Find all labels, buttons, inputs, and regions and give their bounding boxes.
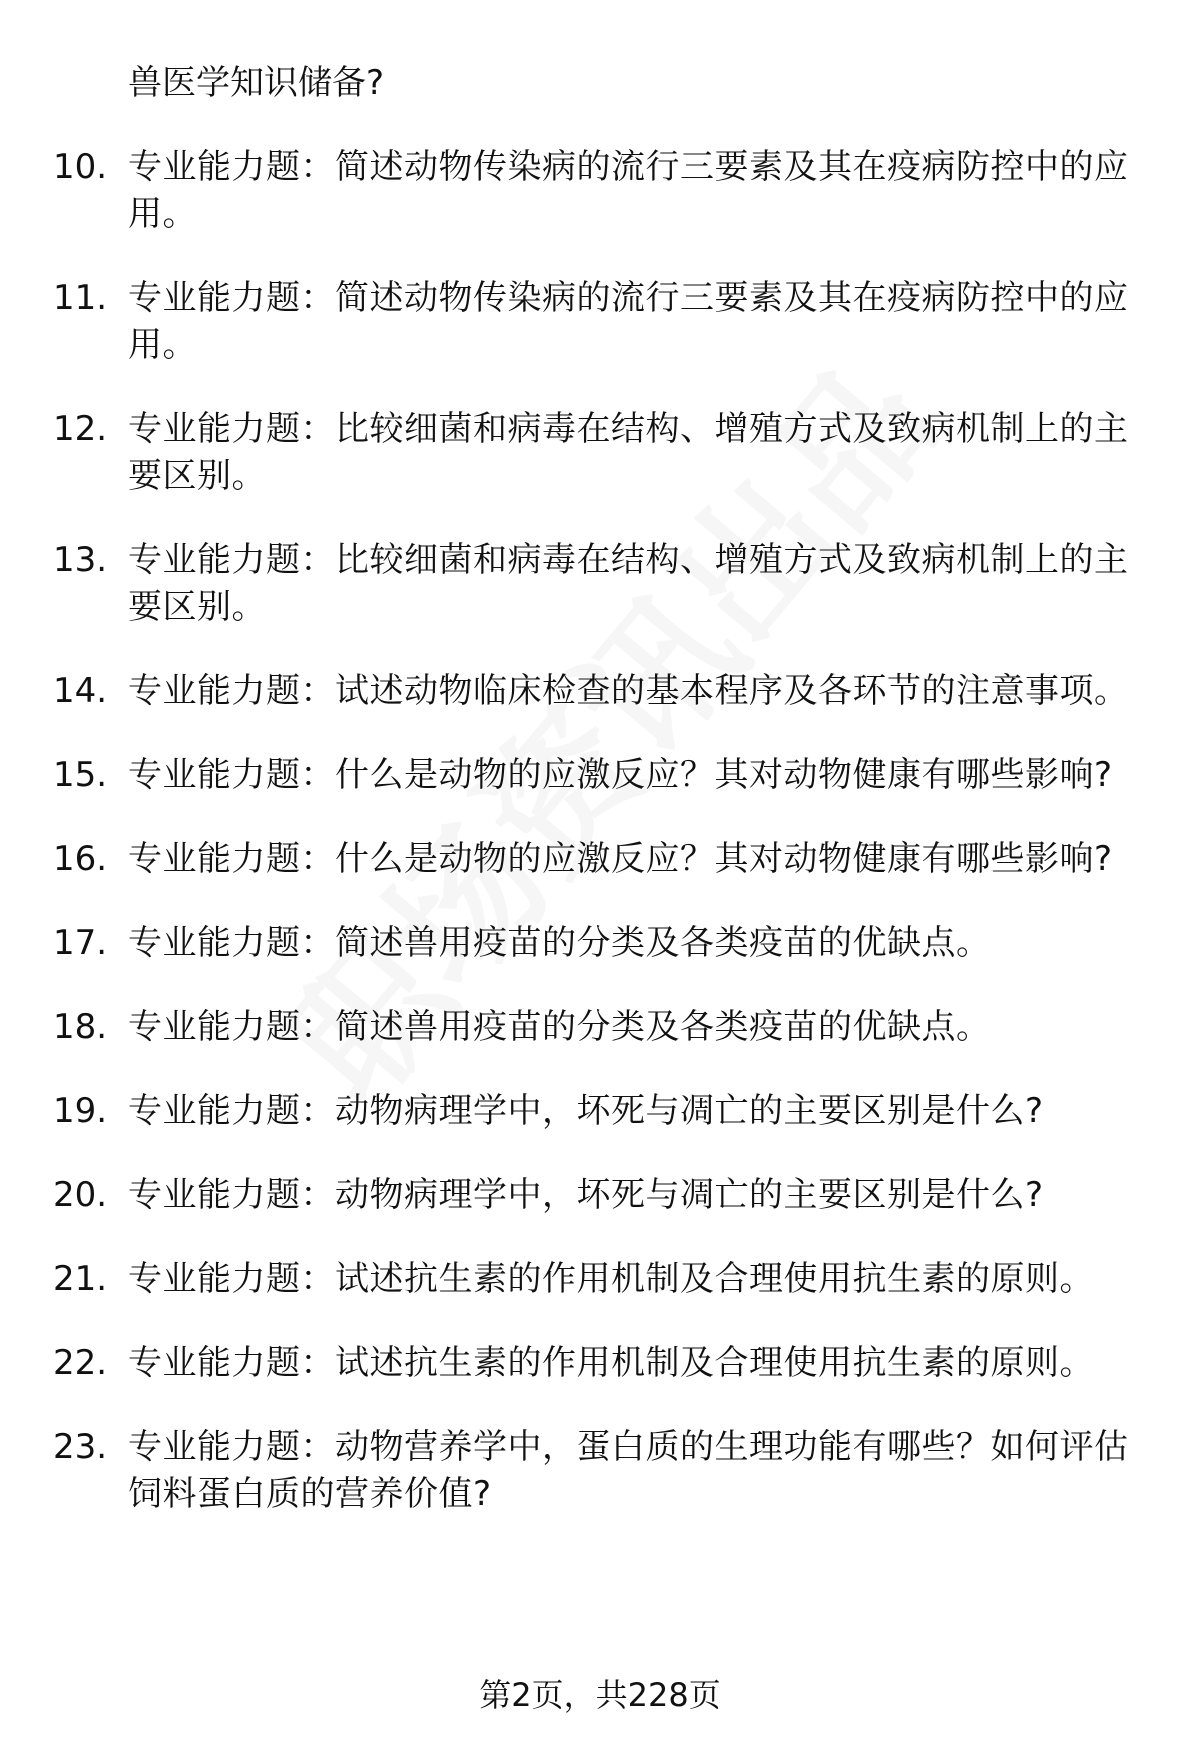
question-item (0, 1256, 1200, 1303)
question-text: 专业能力题：比较细菌和病毒在结构、增殖方式及致病机制上的主要区别。 (128, 409, 1129, 496)
question-item (0, 920, 1200, 967)
question-item (0, 1088, 1200, 1135)
question-text: 专业能力题：试述抗生素的作用机制及合理使用抗生素的原则。 (128, 1259, 1094, 1299)
question-number: 19. (53, 1091, 108, 1131)
question-text: 专业能力题：比较细菌和病毒在结构、增殖方式及致病机制上的主要区别。 (128, 540, 1129, 627)
question-text: 专业能力题：试述动物临床检查的基本程序及各环节的注意事项。 (128, 671, 1129, 711)
question-text: 专业能力题：简述动物传染病的流行三要素及其在疫病防控中的应用。 (128, 147, 1129, 234)
question-text: 专业能力题：动物病理学中，坏死与凋亡的主要区别是什么? (128, 1091, 1044, 1131)
question-item (0, 1424, 1200, 1518)
question-number: 13. (53, 540, 108, 580)
continued-question-text: 兽医学知识储备? (128, 63, 385, 103)
question-number: 17. (53, 923, 108, 963)
question-number: 21. (53, 1259, 108, 1299)
question-number: 23. (53, 1427, 108, 1467)
question-number: 16. (53, 839, 108, 879)
question-list (0, 60, 1200, 1555)
question-item (0, 1172, 1200, 1219)
question-item (0, 406, 1200, 500)
question-number: 14. (53, 671, 108, 711)
question-text: 专业能力题：简述兽用疫苗的分类及各类疫苗的优缺点。 (128, 1007, 991, 1047)
question-number: 11. (53, 278, 108, 318)
question-number: 18. (53, 1007, 108, 1047)
question-item (0, 752, 1200, 799)
question-item (0, 1004, 1200, 1051)
question-text: 专业能力题：简述兽用疫苗的分类及各类疫苗的优缺点。 (128, 923, 991, 963)
question-number: 20. (53, 1175, 108, 1215)
question-text: 专业能力题：什么是动物的应激反应？其对动物健康有哪些影响? (128, 755, 1113, 795)
question-item (0, 836, 1200, 883)
question-text: 专业能力题：动物病理学中，坏死与凋亡的主要区别是什么? (128, 1175, 1044, 1215)
page-number-footer: 第2页，共228页 (479, 1676, 721, 1714)
question-text: 专业能力题：试述抗生素的作用机制及合理使用抗生素的原则。 (128, 1343, 1094, 1383)
question-item (0, 1340, 1200, 1387)
question-item (0, 537, 1200, 631)
question-number: 22. (53, 1343, 108, 1383)
question-number: 12. (53, 409, 108, 449)
question-text: 专业能力题：动物营养学中，蛋白质的生理功能有哪些？如何评估饲料蛋白质的营养价值? (128, 1427, 1129, 1514)
question-item (0, 668, 1200, 715)
question-text: 专业能力题：什么是动物的应激反应？其对动物健康有哪些影响? (128, 839, 1113, 879)
question-item (0, 275, 1200, 369)
question-text: 专业能力题：简述动物传染病的流行三要素及其在疫病防控中的应用。 (128, 278, 1129, 365)
question-number: 10. (53, 147, 108, 187)
question-item (0, 144, 1200, 238)
question-number: 15. (53, 755, 108, 795)
